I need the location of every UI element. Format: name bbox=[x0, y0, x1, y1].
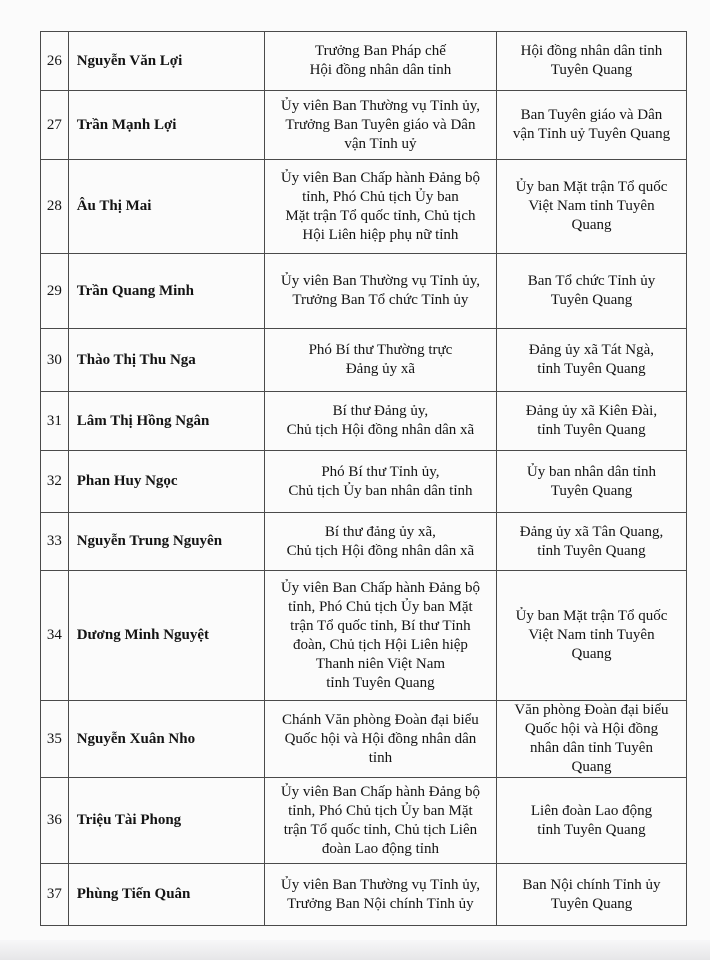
member-name: Trần Mạnh Lợi bbox=[68, 91, 264, 160]
row-number: 32 bbox=[41, 451, 69, 513]
row-number: 30 bbox=[41, 329, 69, 392]
member-name: Nguyễn Trung Nguyên bbox=[68, 513, 264, 571]
row-number: 28 bbox=[41, 160, 69, 254]
table-row bbox=[41, 392, 687, 451]
member-organization: Liên đoàn Lao động tỉnh Tuyên Quang bbox=[496, 778, 686, 864]
member-name: Dương Minh Nguyệt bbox=[68, 571, 264, 701]
member-name: Phan Huy Ngọc bbox=[68, 451, 264, 513]
row-number: 31 bbox=[41, 392, 69, 451]
member-name: Phùng Tiến Quân bbox=[68, 864, 264, 926]
member-position: Ủy viên Ban Thường vụ Tỉnh ủy, Trưởng Ban Nội chính Tỉnh ủy bbox=[264, 864, 496, 926]
table-row bbox=[41, 91, 687, 160]
member-table-body bbox=[41, 32, 687, 926]
member-position: Ủy viên Ban Chấp hành Đảng bộ tỉnh, Phó Chủ tịch Ủy ban Mặt trận Tổ quốc tỉnh, Bí thư Tỉnh đoàn, Chủ tịch Hội Liên hiệp Thanh niên Việt Nam tỉnh Tuyên Quang bbox=[264, 571, 496, 701]
table-row bbox=[41, 513, 687, 571]
member-name: Trần Quang Minh bbox=[68, 254, 264, 329]
member-organization: Đảng ủy xã Tân Quang, tỉnh Tuyên Quang bbox=[496, 513, 686, 571]
table-row bbox=[41, 778, 687, 864]
table-row bbox=[41, 329, 687, 392]
member-organization: Ủy ban Mặt trận Tổ quốc Việt Nam tỉnh Tuyên Quang bbox=[496, 160, 686, 254]
member-position: Ủy viên Ban Chấp hành Đảng bộ tỉnh, Phó Chủ tịch Ủy ban Mặt trận Tổ quốc tỉnh, Chủ tịch Hội Liên hiệp phụ nữ tỉnh bbox=[264, 160, 496, 254]
table-row bbox=[41, 701, 687, 778]
table-row bbox=[41, 254, 687, 329]
member-position: Ủy viên Ban Thường vụ Tỉnh ủy, Trưởng Ban Tuyên giáo và Dân vận Tỉnh uỷ bbox=[264, 91, 496, 160]
table-row bbox=[41, 864, 687, 926]
row-number: 37 bbox=[41, 864, 69, 926]
member-table bbox=[40, 31, 687, 926]
member-position: Phó Bí thư Thường trực Đảng ủy xã bbox=[264, 329, 496, 392]
member-position: Bí thư đảng ủy xã, Chủ tịch Hội đồng nhân dân xã bbox=[264, 513, 496, 571]
member-name: Thào Thị Thu Nga bbox=[68, 329, 264, 392]
table-row bbox=[41, 160, 687, 254]
member-organization: Ban Tuyên giáo và Dân vận Tỉnh uỷ Tuyên Quang bbox=[496, 91, 686, 160]
member-organization: Đảng ủy xã Kiên Đài, tỉnh Tuyên Quang bbox=[496, 392, 686, 451]
row-number: 33 bbox=[41, 513, 69, 571]
member-name: Nguyễn Xuân Nho bbox=[68, 701, 264, 778]
member-position: Bí thư Đảng ủy, Chủ tịch Hội đồng nhân dân xã bbox=[264, 392, 496, 451]
table-row bbox=[41, 32, 687, 91]
member-organization: Ban Tổ chức Tỉnh ủy Tuyên Quang bbox=[496, 254, 686, 329]
row-number: 34 bbox=[41, 571, 69, 701]
member-position: Trưởng Ban Pháp chế Hội đồng nhân dân tỉnh bbox=[264, 32, 496, 91]
member-organization: Ban Nội chính Tỉnh ủy Tuyên Quang bbox=[496, 864, 686, 926]
page-bottom-edge bbox=[0, 940, 710, 960]
row-number: 29 bbox=[41, 254, 69, 329]
member-organization: Ủy ban nhân dân tỉnh Tuyên Quang bbox=[496, 451, 686, 513]
member-name: Lâm Thị Hồng Ngân bbox=[68, 392, 264, 451]
member-organization: Đảng ủy xã Tát Ngà, tỉnh Tuyên Quang bbox=[496, 329, 686, 392]
member-organization: Ủy ban Mặt trận Tổ quốc Việt Nam tỉnh Tuyên Quang bbox=[496, 571, 686, 701]
member-position: Chánh Văn phòng Đoàn đại biểu Quốc hội và Hội đồng nhân dân tỉnh bbox=[264, 701, 496, 778]
member-organization: Văn phòng Đoàn đại biểu Quốc hội và Hội đồng nhân dân tỉnh Tuyên Quang bbox=[496, 701, 686, 778]
row-number: 27 bbox=[41, 91, 69, 160]
member-name: Triệu Tài Phong bbox=[68, 778, 264, 864]
table-row bbox=[41, 451, 687, 513]
member-position: Ủy viên Ban Thường vụ Tỉnh ủy, Trưởng Ban Tổ chức Tỉnh ủy bbox=[264, 254, 496, 329]
member-position: Ủy viên Ban Chấp hành Đảng bộ tỉnh, Phó Chủ tịch Ủy ban Mặt trận Tổ quốc tỉnh, Chủ tịch Liên đoàn Lao động tỉnh bbox=[264, 778, 496, 864]
row-number: 35 bbox=[41, 701, 69, 778]
member-name: Âu Thị Mai bbox=[68, 160, 264, 254]
member-position: Phó Bí thư Tỉnh ủy, Chủ tịch Ủy ban nhân dân tỉnh bbox=[264, 451, 496, 513]
table-row bbox=[41, 571, 687, 701]
member-name: Nguyễn Văn Lợi bbox=[68, 32, 264, 91]
row-number: 36 bbox=[41, 778, 69, 864]
member-organization: Hội đồng nhân dân tỉnh Tuyên Quang bbox=[496, 32, 686, 91]
row-number: 26 bbox=[41, 32, 69, 91]
